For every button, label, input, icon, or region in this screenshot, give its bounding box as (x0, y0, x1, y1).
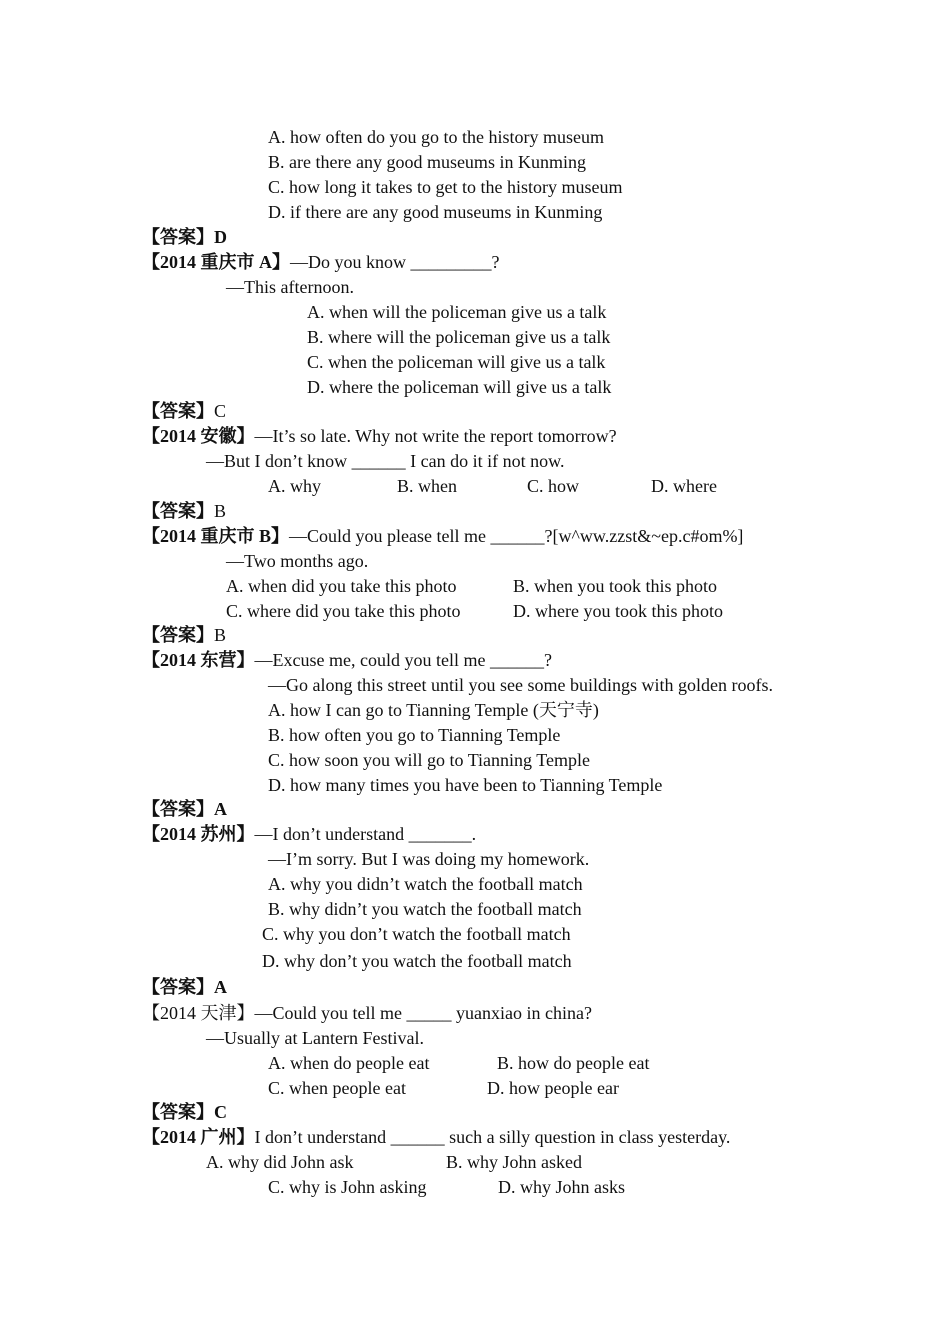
q6-option-a: A. why you didn’t watch the football match (268, 874, 583, 894)
q5-option-a: A. how I can go to Tianning Temple (天宁寺) (268, 700, 599, 720)
q1-option-d: D. if there are any good museums in Kunming (268, 202, 603, 222)
q3-option-b: B. when (397, 476, 457, 496)
q3-option-c: C. how (527, 476, 580, 496)
q7-answer: 【答案】C (142, 1102, 227, 1122)
q2-response: —This afternoon. (226, 277, 354, 297)
q6-response: —I’m sorry. But I was doing my homework. (268, 849, 590, 869)
q5-answer: 【答案】A (142, 799, 227, 819)
q7-option-b: B. how do people eat (497, 1053, 650, 1073)
q2-answer: 【答案】C (142, 401, 227, 421)
q1-option-a: A. how often do you go to the history museum (268, 127, 604, 147)
q4-option-a: A. when did you take this photo (226, 576, 457, 596)
q7-question: 【2014 天津】—Could you tell me _____ yuanxiao in china? (142, 1003, 592, 1023)
q8-option-b: B. why John asked (446, 1152, 582, 1172)
q7-option-d: D. how people ear (487, 1078, 619, 1098)
q4-response: —Two months ago. (226, 551, 369, 571)
q2-option-c: C. when the policeman will give us a talk (307, 352, 606, 372)
q2-question: 【2014 重庆市 A】—Do you know _________? (142, 252, 500, 272)
q4-option-b: B. when you took this photo (513, 576, 718, 596)
q8-option-c: C. why is John asking (268, 1177, 427, 1197)
q5-option-c: C. how soon you will go to Tianning Temple (268, 750, 590, 770)
q5-response: —Go along this street until you see some buildings with golden roofs. (268, 675, 773, 695)
q1-answer: 【答案】D (142, 227, 227, 247)
q6-question: 【2014 苏州】—I don’t understand _______. (142, 824, 477, 844)
q1-option-b: B. are there any good museums in Kunming (268, 152, 586, 172)
q7-option-a: A. when do people eat (268, 1053, 430, 1073)
q2-option-d: D. where the policeman will give us a talk (307, 377, 612, 397)
q7-response: —Usually at Lantern Festival. (206, 1028, 424, 1048)
q6-option-d: D. why don’t you watch the football match (262, 951, 572, 971)
q8-question: 【2014 广州】I don’t understand ______ such a silly question in class yesterday. (142, 1127, 731, 1147)
q3-response: —But I don’t know ______ I can do it if not now. (206, 451, 565, 471)
q6-option-c: C. why you don’t watch the football match (262, 924, 571, 944)
q3-option-d: D. where (651, 476, 717, 496)
q4-answer: 【答案】B (142, 625, 227, 645)
q6-answer: 【答案】A (142, 977, 227, 997)
q4-option-c: C. where did you take this photo (226, 601, 461, 621)
q3-question: 【2014 安徽】—It’s so late. Why not write the report tomorrow? (142, 426, 617, 446)
q1-option-c: C. how long it takes to get to the history museum (268, 177, 623, 197)
q5-option-b: B. how often you go to Tianning Temple (268, 725, 561, 745)
q5-option-d: D. how many times you have been to Tianning Temple (268, 775, 663, 795)
q4-question: 【2014 重庆市 B】—Could you please tell me ______?[w^ww.zzst&~ep.c#om%] (142, 526, 744, 546)
q4-option-d: D. where you took this photo (513, 601, 723, 621)
q8-option-a: A. why did John ask (206, 1152, 354, 1172)
q5-question: 【2014 东营】—Excuse me, could you tell me ______? (142, 650, 552, 670)
q2-option-a: A. when will the policeman give us a talk (307, 302, 607, 322)
q3-answer: 【答案】B (142, 501, 227, 521)
q2-option-b: B. where will the policeman give us a talk (307, 327, 611, 347)
q6-option-b: B. why didn’t you watch the football match (268, 899, 582, 919)
q3-option-a: A. why (268, 476, 321, 496)
q8-option-d: D. why John asks (498, 1177, 626, 1197)
q7-option-c: C. when people eat (268, 1078, 406, 1098)
